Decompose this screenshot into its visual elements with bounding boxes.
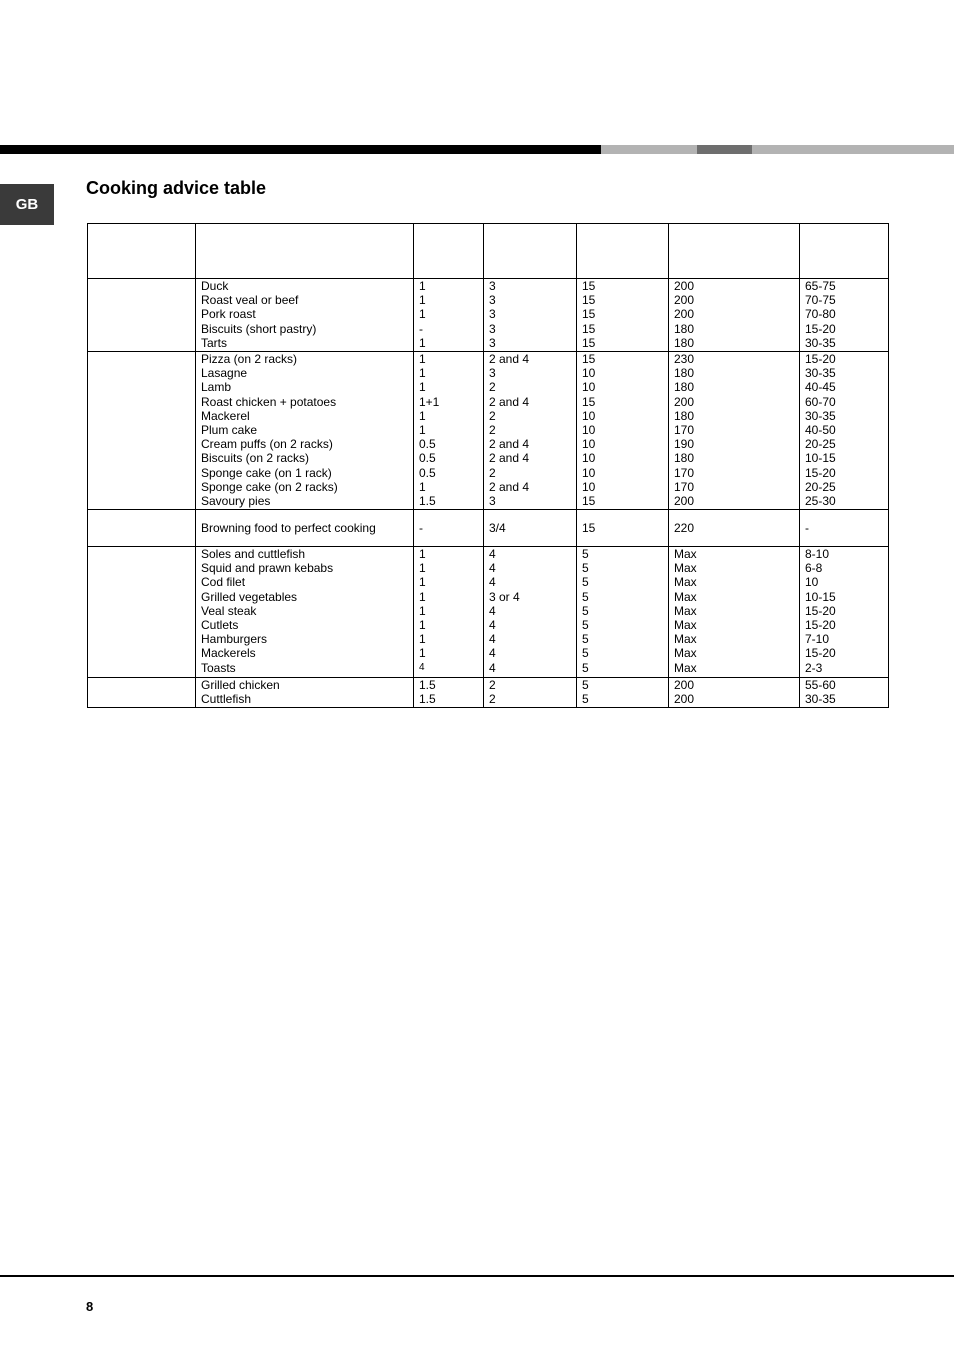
col2-cell xyxy=(484,352,577,510)
header-cell xyxy=(669,224,800,279)
cell-line: Pork roast xyxy=(201,307,256,322)
cell-line: 4 xyxy=(489,646,496,661)
cell-line: 15-20 xyxy=(805,321,836,336)
cell-line: 2 and 4 xyxy=(489,451,530,466)
header-bar-black xyxy=(0,145,601,154)
cell-line: 4 xyxy=(489,660,496,675)
cell-line: 1 xyxy=(419,589,426,604)
table-row xyxy=(88,279,889,352)
cell-line: 170 xyxy=(674,423,695,438)
cell-line: 2 and 4 xyxy=(489,479,530,494)
cell-line: Max xyxy=(674,603,697,618)
page-number: 8 xyxy=(86,1299,94,1314)
header-cell xyxy=(577,224,669,279)
cell-line: 180 xyxy=(674,408,695,423)
cell-line: 15 xyxy=(582,293,596,308)
cell-line: 1 xyxy=(419,646,426,661)
cell-line: 2 xyxy=(489,465,496,480)
table-row xyxy=(88,352,889,510)
cell-line: 170 xyxy=(674,465,695,480)
food-cell xyxy=(196,279,414,352)
cell-line: - xyxy=(419,520,423,535)
cell-line: Max xyxy=(674,589,697,604)
cell-line: 30-35 xyxy=(805,335,836,350)
footer-line xyxy=(0,1275,954,1277)
cell-line: Cream puffs (on 2 racks) xyxy=(201,437,333,452)
cell-line: 30-35 xyxy=(805,692,836,707)
col2-cell xyxy=(484,279,577,352)
cell-line: 2 xyxy=(489,678,496,692)
food-cell xyxy=(196,547,414,678)
cell-line: 10-15 xyxy=(805,451,836,466)
col3-cell xyxy=(577,279,669,352)
cell-line: 10 xyxy=(582,479,596,494)
cell-line: Max xyxy=(674,646,697,661)
header-bar-light-end xyxy=(752,145,954,154)
cell-line: Mackerel xyxy=(201,408,250,423)
cell-line: 1 xyxy=(419,293,426,308)
cell-line: 4 xyxy=(489,575,496,590)
col4-cell xyxy=(669,510,800,547)
cell-line: 1 xyxy=(419,366,426,381)
cell-line: Cuttlefish xyxy=(201,692,252,707)
header-bar-dark xyxy=(697,145,752,154)
cell-line: Savoury pies xyxy=(201,494,271,509)
cell-line: 3 xyxy=(489,335,496,350)
cell-line: - xyxy=(419,321,423,336)
cell-line: 2 xyxy=(489,408,496,423)
table-row xyxy=(88,547,889,678)
cell-line: 1 xyxy=(419,380,426,395)
cell-line: 5 xyxy=(582,632,589,647)
cell-line: 70-80 xyxy=(805,307,836,322)
table-row xyxy=(88,678,889,708)
cell-line: 15-20 xyxy=(805,618,836,633)
cooking-advice-table xyxy=(87,223,889,708)
cell-line: 40-45 xyxy=(805,380,836,395)
cell-line: 10 xyxy=(805,575,819,590)
cell-line: Max xyxy=(674,561,697,576)
cell-line: 190 xyxy=(674,437,695,452)
cell-line: Sponge cake (on 1 rack) xyxy=(201,465,332,480)
cell-line: 1.5 xyxy=(419,494,436,509)
col3-cell xyxy=(577,547,669,678)
cell-line: 0.5 xyxy=(419,465,436,480)
cell-line: 1 xyxy=(419,618,426,633)
category-cell xyxy=(88,510,196,547)
cell-line: Max xyxy=(674,547,697,561)
col5-cell xyxy=(800,547,889,678)
cell-line: 4 xyxy=(489,561,496,576)
cell-line: 2 xyxy=(489,423,496,438)
col1-cell xyxy=(414,678,484,708)
cell-line: 1+1 xyxy=(419,394,440,409)
cell-line: 200 xyxy=(674,279,695,293)
cell-line: 5 xyxy=(582,603,589,618)
cell-line: 25-30 xyxy=(805,494,836,509)
cell-line: 200 xyxy=(674,394,695,409)
cell-line: 30-35 xyxy=(805,366,836,381)
cell-line: Max xyxy=(674,632,697,647)
cell-line: 2-3 xyxy=(805,660,823,675)
cell-line: Roast chicken + potatoes xyxy=(201,394,337,409)
col1-cell xyxy=(414,279,484,352)
page-title: Cooking advice table xyxy=(86,178,267,198)
header-cell xyxy=(414,224,484,279)
cell-line: 180 xyxy=(674,451,695,466)
cell-line: 1 xyxy=(419,335,426,350)
cell-line: 3 xyxy=(489,321,496,336)
cell-line: 200 xyxy=(674,692,695,707)
cell-line: 3 xyxy=(489,293,496,308)
cell-line: 10 xyxy=(582,437,596,452)
cell-line: 15-20 xyxy=(805,352,836,366)
col2-cell xyxy=(484,510,577,547)
cell-line: Tarts xyxy=(201,335,228,350)
cell-line: Lamb xyxy=(201,380,232,395)
col3-cell xyxy=(577,510,669,547)
cell-line: 55-60 xyxy=(805,678,836,692)
category-cell xyxy=(88,678,196,708)
cell-line: 8-10 xyxy=(805,547,830,561)
col5-cell xyxy=(800,352,889,510)
col5-cell xyxy=(800,510,889,547)
cell-line: 15 xyxy=(582,520,596,535)
category-cell xyxy=(88,352,196,510)
cell-line: 5 xyxy=(582,678,589,692)
cell-line: 1 xyxy=(419,479,426,494)
cell-line: 70-75 xyxy=(805,293,836,308)
cell-line: Lasagne xyxy=(201,366,248,381)
category-cell xyxy=(88,547,196,678)
cell-line: 2 and 4 xyxy=(489,352,530,366)
cell-line: 1 xyxy=(419,547,426,561)
cell-line: 180 xyxy=(674,380,695,395)
cell-line: Biscuits (short pastry) xyxy=(201,321,317,336)
col4-cell xyxy=(669,547,800,678)
cell-line: Veal steak xyxy=(201,603,257,618)
cell-line: 3 xyxy=(489,494,496,509)
cell-line: 5 xyxy=(582,589,589,604)
cell-line: 180 xyxy=(674,366,695,381)
cell-line: 15-20 xyxy=(805,465,836,480)
cell-line: 1 xyxy=(419,423,426,438)
cell-line: 10 xyxy=(582,451,596,466)
cell-line: Max xyxy=(674,618,697,633)
col5-cell xyxy=(800,279,889,352)
cell-line: 4 xyxy=(489,632,496,647)
cell-line: Cutlets xyxy=(201,618,239,633)
cell-line: Squid and prawn kebabs xyxy=(201,561,334,576)
cell-line: 4 xyxy=(489,547,496,561)
cell-line: 20-25 xyxy=(805,479,836,494)
col4-cell xyxy=(669,352,800,510)
cell-line: 2 and 4 xyxy=(489,437,530,452)
cell-line: Biscuits (on 2 racks) xyxy=(201,451,310,466)
table-header-row xyxy=(88,224,889,279)
cell-line: 5 xyxy=(582,561,589,576)
col4-cell xyxy=(669,279,800,352)
food-cell xyxy=(196,352,414,510)
cell-line: Grilled vegetables xyxy=(201,589,298,604)
cell-line: 200 xyxy=(674,678,695,692)
col1-cell xyxy=(414,352,484,510)
cell-line: 3 xyxy=(489,366,496,381)
cell-line: 20-25 xyxy=(805,437,836,452)
header-cell xyxy=(484,224,577,279)
cell-line: 5 xyxy=(582,692,589,707)
cell-line: 200 xyxy=(674,307,695,322)
cell-line: 1 xyxy=(419,575,426,590)
cell-line: Roast veal or beef xyxy=(201,293,299,308)
food-cell xyxy=(196,510,414,547)
cell-line: 1 xyxy=(419,632,426,647)
cell-line: Max xyxy=(674,660,697,675)
cell-line: 15-20 xyxy=(805,646,836,661)
cell-line: 200 xyxy=(674,494,695,509)
cell-line: 180 xyxy=(674,335,695,350)
col1-cell xyxy=(414,547,484,678)
cell-line: 15 xyxy=(582,279,596,293)
cell-line: Grilled chicken xyxy=(201,678,280,692)
cell-line: Duck xyxy=(201,279,229,293)
cell-line: 180 xyxy=(674,321,695,336)
cell-line: 7-10 xyxy=(805,632,830,647)
cell-line: 4 xyxy=(489,618,496,633)
cell-line: 3/4 xyxy=(489,520,506,535)
cell-line: 30-35 xyxy=(805,408,836,423)
cell-line: 5 xyxy=(582,660,589,675)
cell-line: 15 xyxy=(582,321,596,336)
language-tab: GB xyxy=(0,184,54,225)
header-cell xyxy=(88,224,196,279)
cell-line: 10 xyxy=(582,408,596,423)
col3-cell xyxy=(577,352,669,510)
cell-line: 1 xyxy=(419,279,426,293)
cell-line: 60-70 xyxy=(805,394,836,409)
col4-cell xyxy=(669,678,800,708)
cell-line: Cod filet xyxy=(201,575,246,590)
cell-line: 10 xyxy=(582,465,596,480)
header-cell xyxy=(196,224,414,279)
cell-line: Soles and cuttlefish xyxy=(201,547,306,561)
col2-cell xyxy=(484,678,577,708)
cell-line: 1.5 xyxy=(419,678,436,692)
cell-line: Pizza (on 2 racks) xyxy=(201,352,298,366)
cell-line: 10 xyxy=(582,366,596,381)
header-cell xyxy=(800,224,889,279)
cell-line: 1.5 xyxy=(419,692,436,707)
cell-line: Plum cake xyxy=(201,423,258,438)
col1-cell xyxy=(414,510,484,547)
col2-cell xyxy=(484,547,577,678)
category-cell xyxy=(88,279,196,352)
cell-line: Toasts xyxy=(201,660,236,675)
col3-cell xyxy=(577,678,669,708)
cell-line: 0.5 xyxy=(419,437,436,452)
cell-line: 3 xyxy=(489,307,496,322)
cell-line: - xyxy=(805,520,809,535)
header-bar-light xyxy=(601,145,697,154)
food-cell xyxy=(196,678,414,708)
cell-line: 15 xyxy=(582,335,596,350)
cell-line: 4 xyxy=(419,661,425,673)
cell-line: 15 xyxy=(582,394,596,409)
cell-line: 3 or 4 xyxy=(489,589,520,604)
cell-line: 2 xyxy=(489,692,496,707)
cell-line: Max xyxy=(674,575,697,590)
cell-line: 1 xyxy=(419,307,426,322)
cell-line: 200 xyxy=(674,293,695,308)
col5-cell xyxy=(800,678,889,708)
cell-line: 15 xyxy=(582,494,596,509)
cell-line: 5 xyxy=(582,575,589,590)
cell-line: 5 xyxy=(582,618,589,633)
cell-line: 1 xyxy=(419,561,426,576)
cell-line: 170 xyxy=(674,479,695,494)
cell-line: Hamburgers xyxy=(201,632,268,647)
cell-line: 1 xyxy=(419,603,426,618)
cell-line: 40-50 xyxy=(805,423,836,438)
cell-line: 15 xyxy=(582,307,596,322)
cell-line: 65-75 xyxy=(805,279,836,293)
cell-line: Mackerels xyxy=(201,646,256,661)
cell-line: 10-15 xyxy=(805,589,836,604)
cell-line: 15-20 xyxy=(805,603,836,618)
cell-line: 230 xyxy=(674,352,695,366)
cell-line: 2 xyxy=(489,380,496,395)
cell-line: 5 xyxy=(582,646,589,661)
cell-line: 4 xyxy=(489,603,496,618)
cell-line: 5 xyxy=(582,547,589,561)
cell-line: 1 xyxy=(419,352,426,366)
cell-line: 1 xyxy=(419,408,426,423)
cell-line: 0.5 xyxy=(419,451,436,466)
cell-line: Browning food to perfect cooking xyxy=(201,520,376,535)
cell-line: 6-8 xyxy=(805,561,823,576)
cell-line: 220 xyxy=(674,520,695,535)
cell-line: 10 xyxy=(582,380,596,395)
cell-line: Sponge cake (on 2 racks) xyxy=(201,479,338,494)
cell-line: 10 xyxy=(582,423,596,438)
table-row xyxy=(88,510,889,547)
cell-line: 2 and 4 xyxy=(489,394,530,409)
cell-line: 3 xyxy=(489,279,496,293)
cell-line: 15 xyxy=(582,352,596,366)
